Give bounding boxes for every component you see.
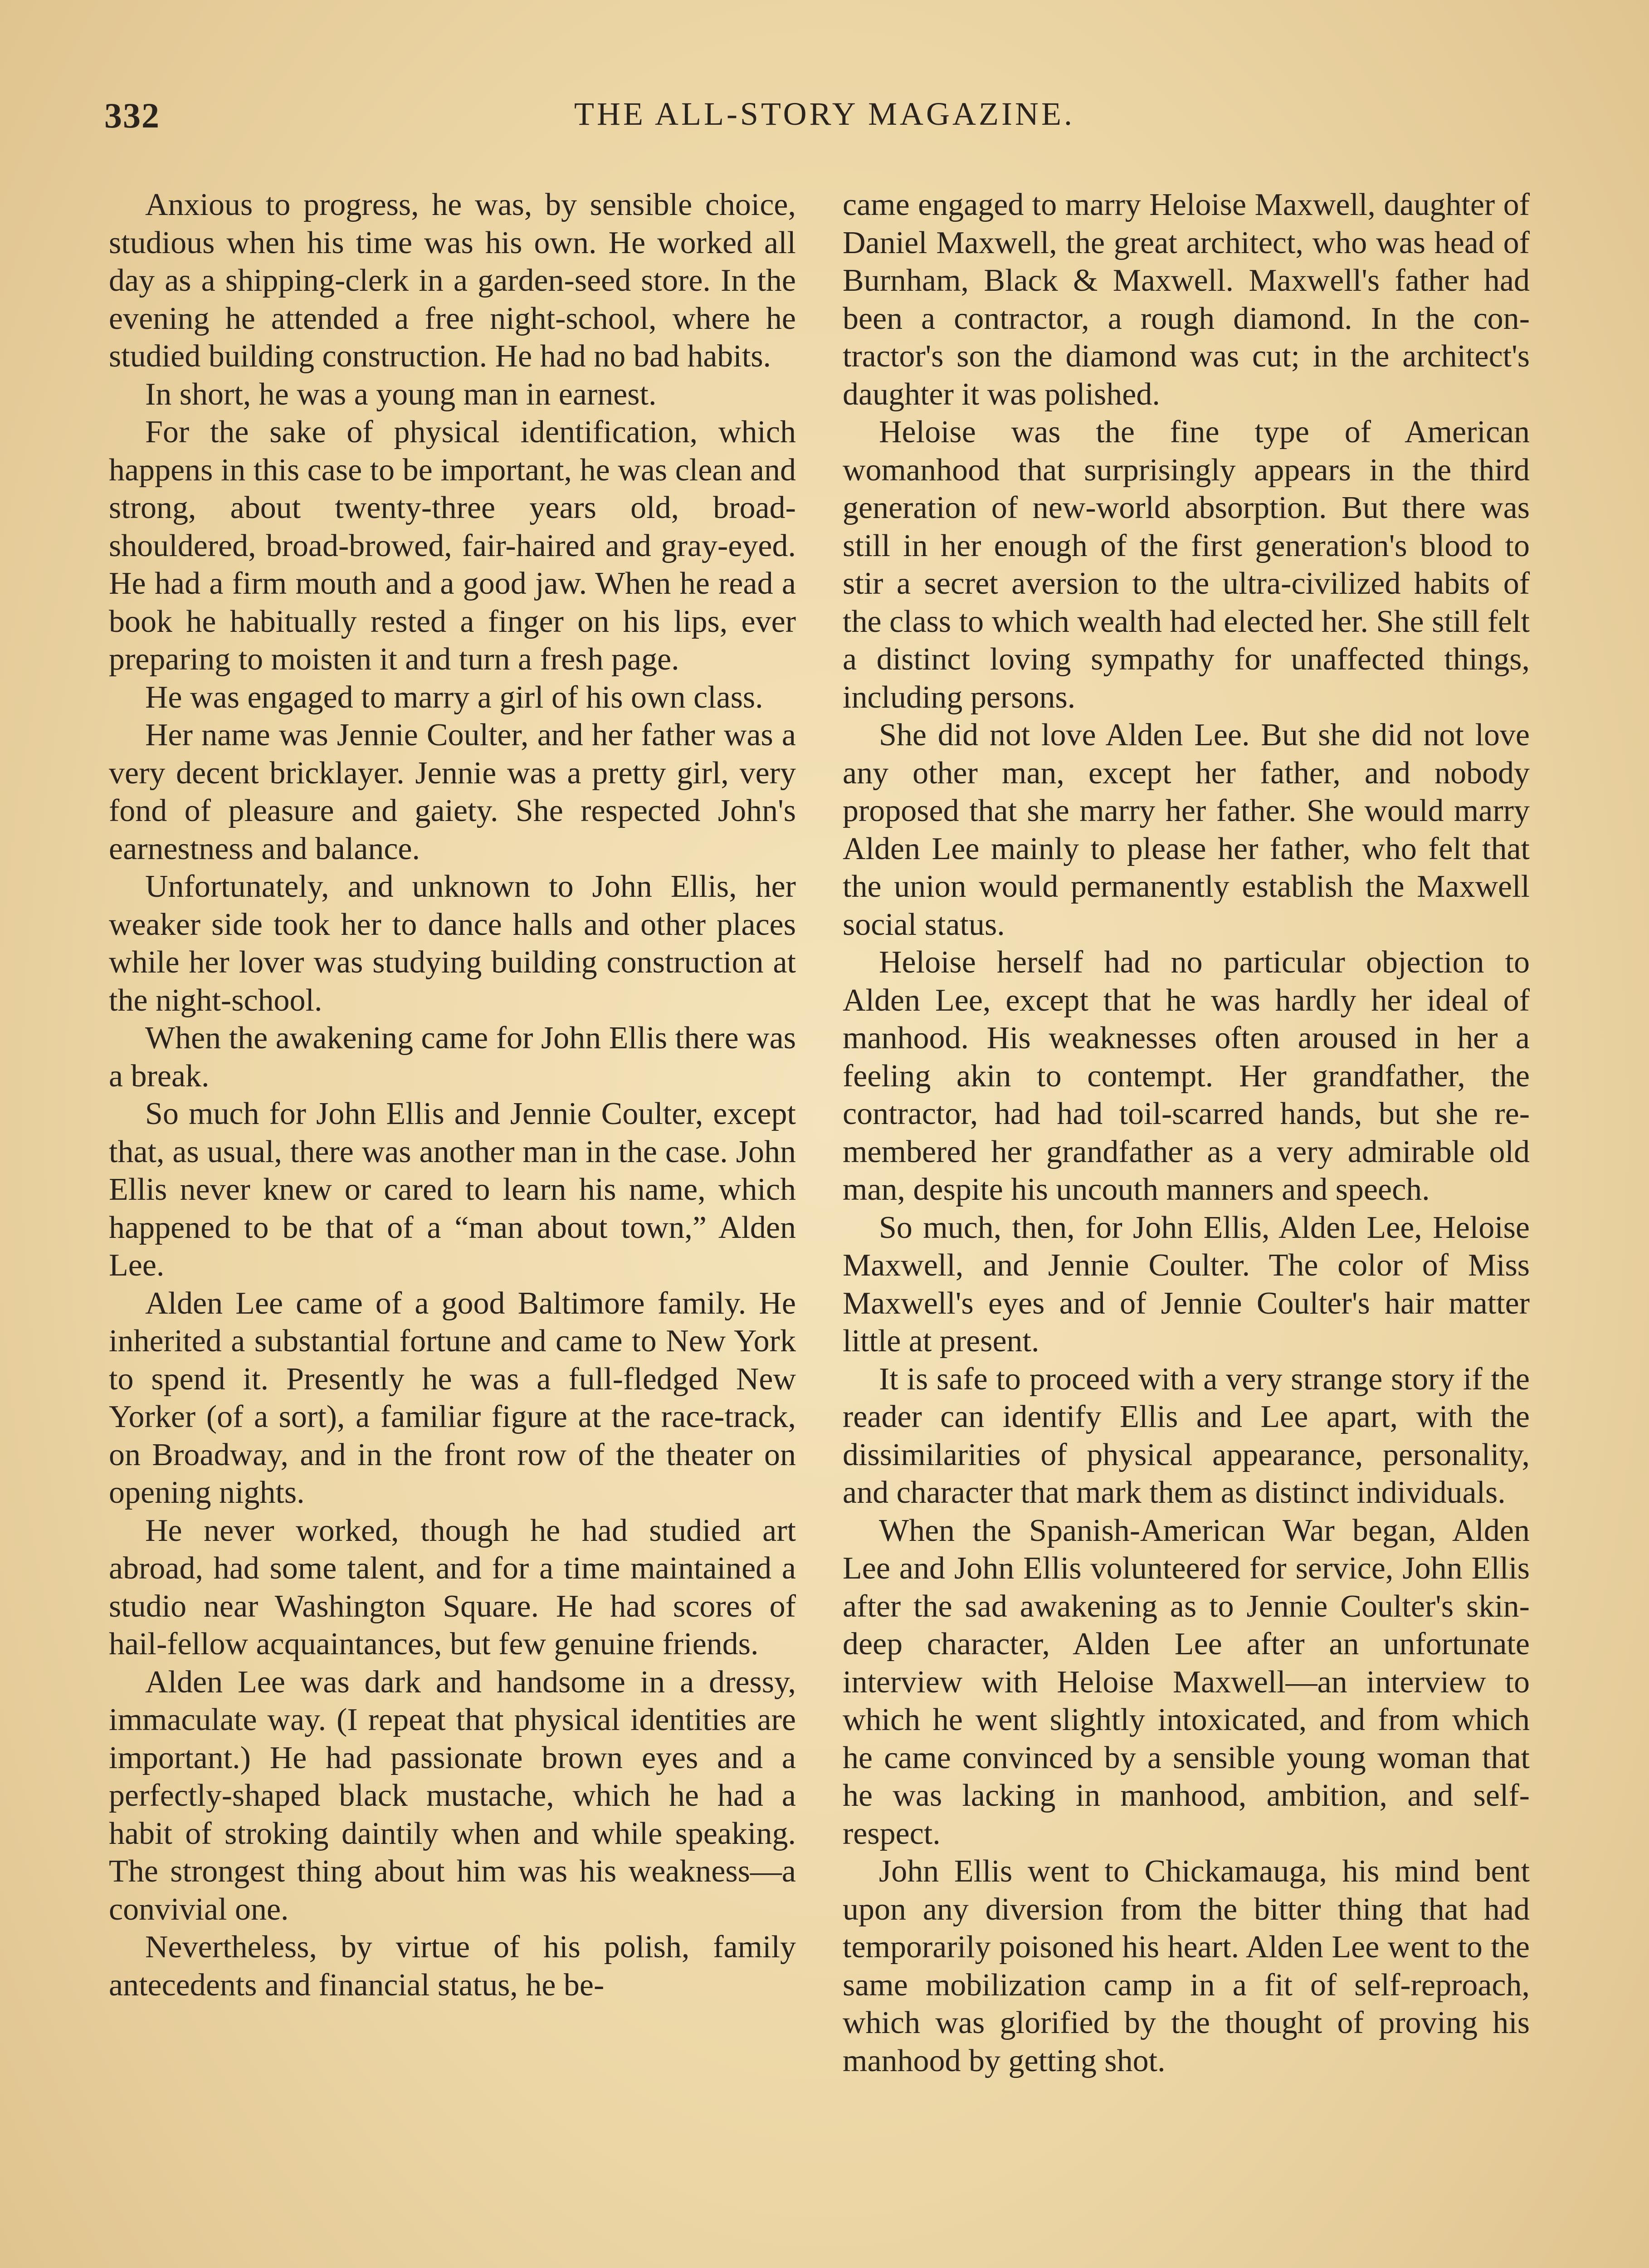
paragraph-continuation: came engaged to marry Heloise Maxwell, daughter of Daniel Maxwell, the great architect, who was head of Burnham, Black & Maxwell. Maxwell's father had been a contractor, a rough diamond. In the contractor's son the diamond was cut; in the architect's daughter it was polished. [843,187,1530,412]
paragraph: For the sake of physical identification, which happens in this case to be important, he was clean and strong, about twenty-three years old, broad-shouldered, broad-browed, fair-haired and gray-eyed. He had a firm mouth and a good jaw. When he read a book he habitually rested a finger on his lips, ever preparing to moisten it and turn a fresh page. [109,415,796,677]
paragraph: He never worked, though he had studied art abroad, had some talent, and for a time maintained a studio near Washington Square. He had scores of hail-fellow acquaintances, but few genuine friends. [109,1513,796,1662]
right-column [843,186,1530,2080]
paragraph: So much for John Ellis and Jennie Coulter, except that, as usual, there was another man in the case. John Ellis never knew or cared to learn his name, which happened to be that of a “man about town,” Alden Lee. [109,1096,796,1283]
paragraph: He was engaged to marry a girl of his own class. [145,679,763,715]
running-head: THE ALL-STORY MAGAZINE. [574,96,1075,132]
paragraph: Unfortunately, and unknown to John Ellis, her weaker side took her to dance halls and other places while her lover was studying building construction at the night-school. [109,869,796,1018]
paragraph: Heloise was the fine type of American womanhood that surprisingly appears in the third generation of new-world absorption. But there was still in her enough of the first generation's blood to stir a secret aversion to the ultra-civilized habits of the class to which wealth had elected her. She still felt a distinct loving sympathy for unaffected things, including persons. [843,415,1530,715]
left-column [109,186,796,2004]
paragraph: Anxious to progress, he was, by sensible choice, studious when his time was his own. He worked all day as a shipping-clerk in a garden-seed store. In the evening he attended a free night-school, where he studied building construction. He had no bad habits. [109,187,796,374]
paragraph: When the awakening came for John Ellis there was a break. [109,1021,796,1094]
paragraph: Alden Lee came of a good Baltimore family. He inherited a substantial fortune and came to New York to spend it. Presently he was a full-fledged New Yorker (of a sort), a familiar figure at the race-track, on Broadway, and in the front row of the theater on opening nights. [109,1286,796,1510]
paragraph: She did not love Alden Lee. But she did not love any other man, except her father, and nobody proposed that she marry her father. She would marry Alden Lee mainly to please her father, who felt that the union would permanently establish the Maxwell social status. [843,718,1530,942]
paragraph: John Ellis went to Chickamauga, his mind bent upon any diversion from the bitter thing that had temporarily poisoned his heart. Alden Lee went to the same mobilization camp in a fit of self-reproach, which was glorified by the thought of proving his manhood by getting shot. [843,1854,1530,2078]
paragraph: When the Spanish-American War began, Alden Lee and John Ellis volunteered for service, John Ellis after the sad awakening as to Jennie Coulter's skin-deep character, Alden Lee after an unfortunate interview with Heloise Maxwell—an interview to which he went slightly intoxicated, and from which he came convinced by a sensible young woman that he was lacking in manhood, ambition, and self-respect. [843,1513,1530,1851]
paragraph: In short, he was a young man in earnest. [145,376,657,412]
paragraph: So much, then, for John Ellis, Alden Lee, Heloise Maxwell, and Jennie Coulter. The color of Miss Maxwell's eyes and of Jennie Coulter's hair matter little at present. [843,1210,1530,1359]
page-number: 332 [104,96,160,135]
page-header [104,95,1545,150]
paragraph: Nevertheless, by virtue of his polish, family antecedents and financial status, he be- [109,1930,796,2003]
paragraph: Her name was Jennie Coulter, and her father was a very decent bricklayer. Jennie was a pretty girl, very fond of pleasure and gaiety. She respected John's earnestness and balance. [109,718,796,866]
paragraph: It is safe to proceed with a very strange story if the reader can identify Ellis and Lee apart, with the dissimilarities of physical appearance, personality, and character that mark them as distinct individuals. [843,1361,1530,1510]
paragraph: Alden Lee was dark and handsome in a dressy, immaculate way. (I repeat that physical identities are important.) He had passionate brown eyes and a perfectly-shaped black mustache, which he had a habit of stroking daintily when and while speaking. The strongest thing about him was his weakness—a convivial one. [109,1664,796,1927]
paragraph: Heloise herself had no particular objection to Alden Lee, except that he was hardly her ideal of manhood. His weaknesses often aroused in her a feeling akin to contempt. Her grandfather, the contractor, had had toil-scarred hands, but she remembered her grandfather as a very admirable old man, despite his uncouth manners and speech. [843,945,1530,1207]
